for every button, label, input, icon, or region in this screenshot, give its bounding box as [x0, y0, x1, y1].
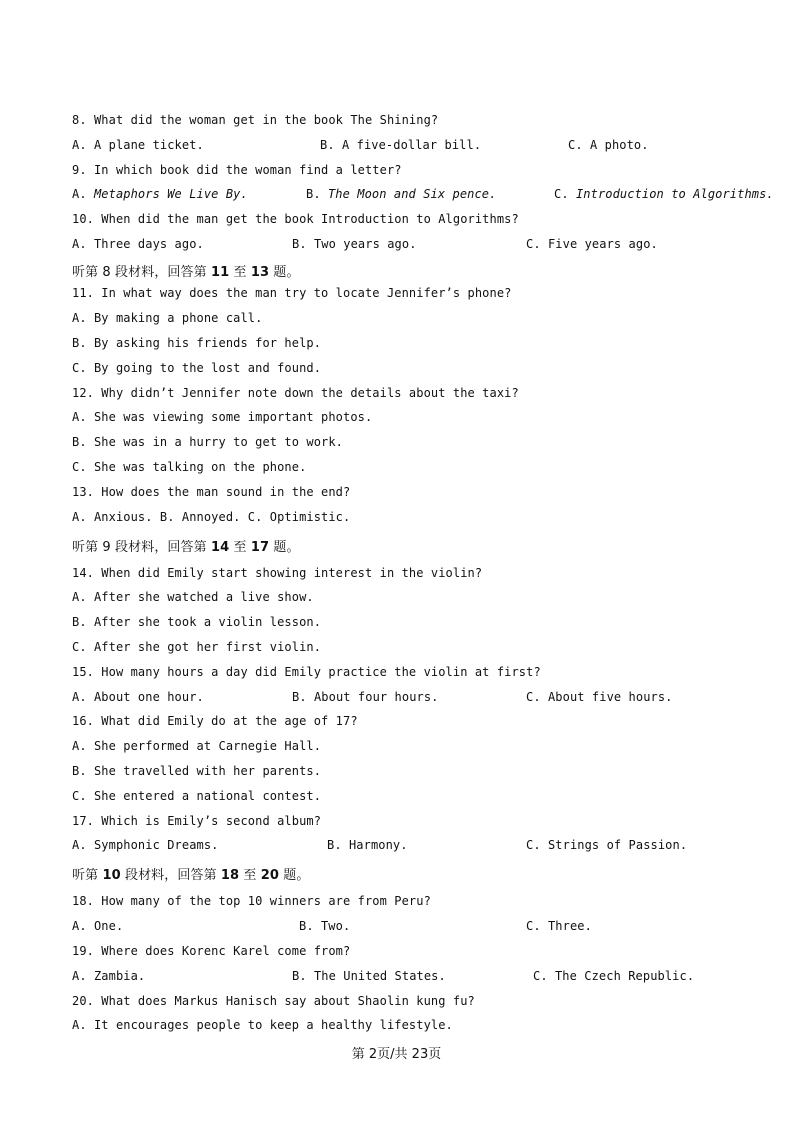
option-c[interactable]: C. She entered a national contest.	[72, 789, 322, 803]
option-b[interactable]: B. About four hours.	[292, 690, 439, 704]
question-stem: 15. How many hours a day did Emily practice the violin at first?	[72, 665, 541, 679]
question-stem: 19. Where does Korenc Karel come from?	[72, 944, 351, 958]
book-title: Metaphors We Live By.	[93, 187, 248, 201]
question-stem: 9. In which book did the woman find a letter?	[72, 163, 402, 177]
option-letter: A.	[72, 187, 87, 201]
option-a[interactable]: A. A plane ticket.	[72, 138, 204, 152]
question-stem: 10. When did the man get the book Introduction to Algorithms?	[72, 212, 519, 226]
option-c[interactable]: C. Five years ago.	[526, 237, 658, 251]
option-b[interactable]: B. The United States.	[292, 969, 446, 983]
option-b[interactable]: B. She was in a hurry to get to work.	[72, 435, 344, 449]
option-c[interactable]: C. Three.	[526, 919, 592, 933]
option-a[interactable]: A. About one hour.	[72, 690, 204, 704]
option-a[interactable]: A. Three days ago.	[72, 237, 204, 251]
option-b[interactable]: B. After she took a violin lesson.	[72, 615, 322, 629]
option-c[interactable]: C. After she got her first violin.	[72, 640, 322, 654]
page-number: 第 2页/共 23页	[351, 1047, 442, 1062]
option-b[interactable]: B. Harmony.	[327, 838, 408, 852]
option-a[interactable]	[72, 187, 248, 201]
option-a[interactable]: A. It encourages people to keep a healthy lifestyle.	[72, 1018, 453, 1032]
section-heading: 听第 9 段材料，回答第 14 至 17 题。	[72, 540, 300, 555]
question-stem: 11. In what way does the man try to locate Jennifer’s phone?	[72, 286, 512, 300]
option-c[interactable]: C. By going to the lost and found.	[72, 361, 322, 375]
option-row[interactable]: A. Anxious. B. Annoyed. C. Optimistic.	[72, 510, 351, 524]
option-a[interactable]: A. Symphonic Dreams.	[72, 838, 219, 852]
option-b[interactable]: B. Two years ago.	[292, 237, 417, 251]
question-stem: 16. What did Emily do at the age of 17?	[72, 714, 358, 728]
option-a[interactable]: A. One.	[72, 919, 124, 933]
option-c[interactable]: C. About five hours.	[526, 690, 673, 704]
option-b[interactable]	[306, 187, 496, 201]
option-b[interactable]: B. She travelled with her parents.	[72, 764, 322, 778]
option-b[interactable]: B. Two.	[299, 919, 351, 933]
book-title: The Moon and Six pence.	[327, 187, 497, 201]
question-stem: 14. When did Emily start showing interest in the violin?	[72, 566, 483, 580]
option-c[interactable]: C. She was talking on the phone.	[72, 460, 307, 474]
question-stem: 12. Why didn’t Jennifer note down the details about the taxi?	[72, 386, 519, 400]
option-c[interactable]	[554, 187, 774, 201]
option-a[interactable]: A. She performed at Carnegie Hall.	[72, 739, 322, 753]
option-b[interactable]: B. A five-dollar bill.	[320, 138, 482, 152]
option-a[interactable]: A. She was viewing some important photos.	[72, 410, 373, 424]
question-stem: 8. What did the woman get in the book The Shining?	[72, 113, 439, 127]
question-stem: 17. Which is Emily’s second album?	[72, 814, 322, 828]
section-heading: 听第 10 段材料，回答第 18 至 20 题。	[72, 868, 310, 883]
option-a[interactable]: A. After she watched a live show.	[72, 590, 314, 604]
option-b[interactable]: B. By asking his friends for help.	[72, 336, 322, 350]
option-letter: C.	[554, 187, 569, 201]
option-c[interactable]: C. Strings of Passion.	[526, 838, 688, 852]
option-c[interactable]: C. The Czech Republic.	[533, 969, 695, 983]
option-a[interactable]: A. Zambia.	[72, 969, 146, 983]
question-stem: 18. How many of the top 10 winners are from Peru?	[72, 894, 431, 908]
question-stem: 20. What does Markus Hanisch say about Shaolin kung fu?	[72, 994, 475, 1008]
book-title: Introduction to Algorithms.	[575, 187, 774, 201]
section-heading: 听第 8 段材料，回答第 11 至 13 题。	[72, 265, 300, 280]
option-c[interactable]: C. A photo.	[568, 138, 649, 152]
option-a[interactable]: A. By making a phone call.	[72, 311, 263, 325]
option-letter: B.	[306, 187, 321, 201]
question-stem: 13. How does the man sound in the end?	[72, 485, 351, 499]
